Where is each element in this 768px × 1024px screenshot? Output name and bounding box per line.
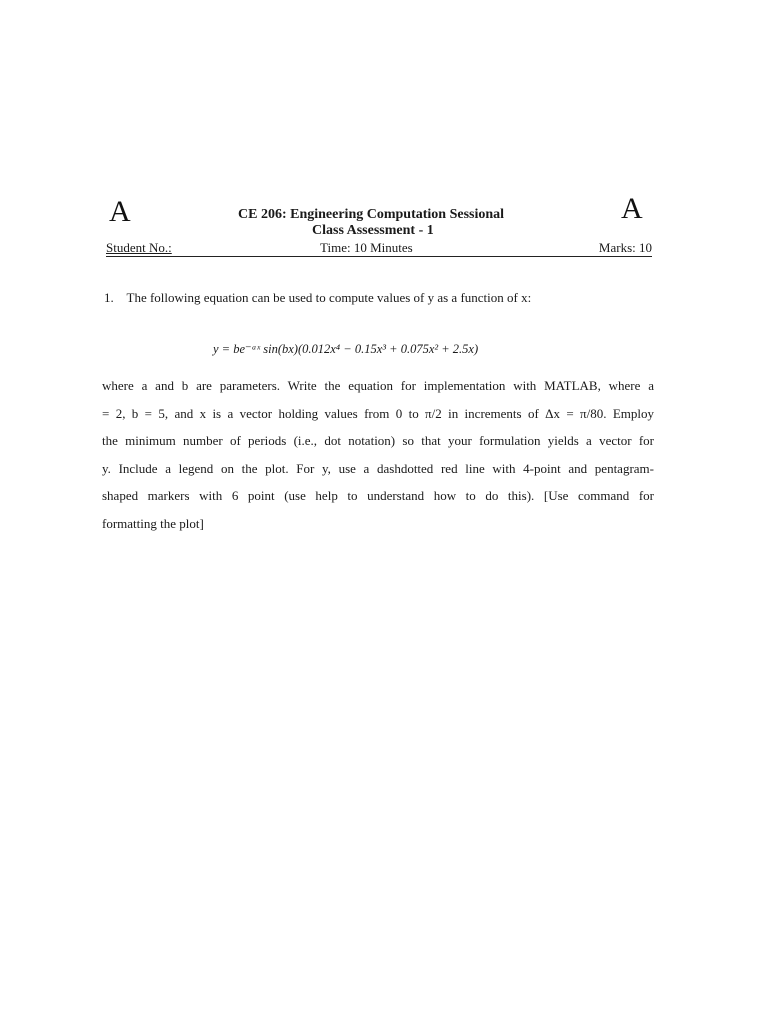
time-label: Time: 10 Minutes: [320, 240, 413, 255]
body-line: where a and b are parameters. Write the equation for implementation with MATLAB, where a: [102, 378, 654, 393]
marks-label: Marks: 10: [598, 240, 652, 255]
set-letter-right: A: [621, 192, 643, 225]
body-line: = 2, b = 5, and x is a vector holding values from 0 to π/2 in increments of Δx = π/80. Employ: [102, 405, 654, 421]
header-info-row: [106, 238, 652, 257]
question-body: [102, 372, 654, 537]
body-line: formatting the plot]: [102, 515, 204, 531]
body-line: y. Include a legend on the plot. For y, use a dashdotted red line with 4-point and pentagram-: [102, 460, 654, 476]
question-number: 1.: [104, 290, 114, 305]
body-line: shaped markers with 6 point (use help to understand how to do this). [Use command for: [102, 488, 654, 503]
course-title: CE 206: Engineering Computation Sessional: [238, 207, 505, 222]
body-line: the minimum number of periods (i.e., dot notation) so that your formulation yields a vector for: [102, 433, 654, 448]
set-letter-left: A: [109, 195, 131, 228]
assessment-title: Class Assessment - 1: [312, 223, 434, 238]
question-intro-text: The following equation can be used to compute values of y as a function of x:: [126, 290, 532, 305]
question-intro: [104, 291, 652, 304]
student-no-label: Student No.:: [106, 240, 172, 255]
equation: y = be⁻ᵃˣ sin(bx)(0.012x⁴ − 0.15x³ + 0.075x² + 2.5x): [213, 342, 479, 356]
